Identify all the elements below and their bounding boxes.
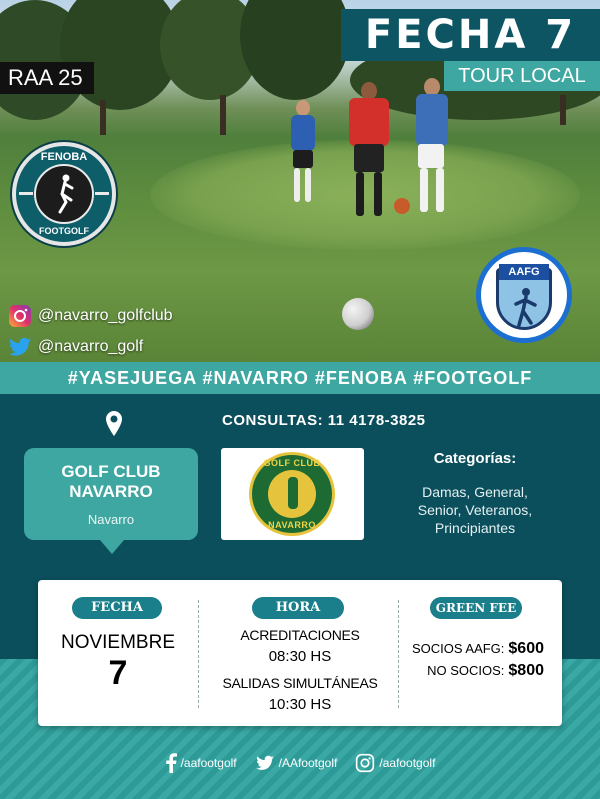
venue-box xyxy=(24,448,198,540)
venue-name-line1: GOLF CLUB xyxy=(61,462,161,481)
fee-column xyxy=(400,580,562,726)
members-fee-price: $600 xyxy=(508,640,544,657)
footer-facebook[interactable] xyxy=(165,753,237,773)
fenoba-logo xyxy=(12,142,116,246)
subtitle: TOUR LOCAL xyxy=(458,65,586,87)
nonmembers-fee-label: NO SOCIOS: xyxy=(427,663,505,678)
fenoba-emblem xyxy=(34,164,94,224)
tree-trunk xyxy=(560,95,566,125)
members-fee-label: SOCIOS AAFG: xyxy=(411,641,505,656)
footer-socials xyxy=(0,750,600,776)
tree xyxy=(240,0,350,100)
twitter-icon xyxy=(8,335,32,359)
venue-name-line2: NAVARRO xyxy=(69,482,153,501)
twitter-handle-text: @navarro_golf xyxy=(38,338,144,355)
venue-pointer xyxy=(100,540,124,554)
fenoba-logo-subtext: FOOTGOLF xyxy=(39,226,89,236)
footer-twitter[interactable] xyxy=(255,755,338,771)
golfer-icon xyxy=(288,477,298,509)
instagram-icon xyxy=(355,753,375,773)
green-fee-pill: GREEN FEE xyxy=(430,597,522,619)
footer-instagram-text: /aafootgolf xyxy=(379,756,436,770)
soccer-ball xyxy=(342,298,374,330)
time-column xyxy=(200,580,400,726)
event-month: NOVIEMBRE xyxy=(60,632,176,653)
column-divider xyxy=(198,600,199,708)
club-logo-bottom-text: NAVARRO xyxy=(268,520,316,530)
event-day: 7 xyxy=(108,654,128,692)
kicker-icon xyxy=(56,174,74,214)
start-time: 10:30 HS xyxy=(268,696,332,713)
members-fee xyxy=(412,640,544,658)
tree-trunk xyxy=(100,100,106,135)
subtitle-banner xyxy=(444,61,600,91)
fecha-pill: FECHA xyxy=(72,597,162,619)
schedule-card xyxy=(38,580,562,726)
footer-facebook-text: /aafootgolf xyxy=(180,756,237,770)
categories-list: Damas, General, Senior, Veteranos, Principiantes xyxy=(417,484,533,536)
aafg-logo-text: AAFG xyxy=(499,264,549,280)
categories-heading: Categorías: xyxy=(433,450,517,467)
fenoba-logo-text: FENOBA xyxy=(40,151,88,163)
footer-twitter-text: /AAfootgolf xyxy=(278,756,338,770)
nonmembers-fee-price: $800 xyxy=(508,662,544,679)
club-logo-top-text: GOLF CLUB xyxy=(263,458,321,468)
facebook-icon xyxy=(165,753,177,773)
hashtag-bar xyxy=(0,362,600,394)
player-red-shirt xyxy=(346,82,392,220)
accreditation-label: ACREDITACIONES xyxy=(240,627,360,643)
hora-pill: HORA xyxy=(252,597,344,619)
contact-phone: CONSULTAS: 11 4178-3825 xyxy=(222,412,426,429)
logo-bar xyxy=(95,192,109,195)
title-banner xyxy=(341,9,600,61)
orange-ball xyxy=(394,198,410,214)
hashtags: #YASEJUEGA #NAVARRO #FENOBA #FOOTGOLF xyxy=(67,368,533,388)
start-label: SALIDAS SIMULTÁNEAS xyxy=(222,675,378,691)
footer-instagram[interactable] xyxy=(355,753,435,773)
accreditation-time: 08:30 HS xyxy=(268,648,332,665)
logo-bar xyxy=(19,192,33,195)
location-pin-icon xyxy=(104,410,124,438)
club-emblem xyxy=(249,452,335,536)
instagram-icon xyxy=(8,304,32,328)
column-divider xyxy=(398,600,399,708)
categories xyxy=(405,450,545,537)
aafg-logo xyxy=(476,247,572,343)
instagram-handle[interactable] xyxy=(8,304,173,328)
golf-club-logo xyxy=(221,448,364,540)
date-column xyxy=(38,580,198,726)
page-title: FECHA 7 xyxy=(364,12,577,58)
tree-trunk xyxy=(220,95,226,135)
venue-location: Navarro xyxy=(87,512,135,527)
raa-badge: RAA 25 xyxy=(0,62,94,94)
nonmembers-fee xyxy=(427,662,544,680)
player-woman xyxy=(288,100,318,205)
instagram-handle-text: @navarro_golfclub xyxy=(38,307,173,324)
player-blue-shirt xyxy=(412,78,450,218)
player-silhouette-icon xyxy=(513,287,539,327)
twitter-handle[interactable] xyxy=(8,335,143,359)
twitter-icon xyxy=(255,755,275,771)
